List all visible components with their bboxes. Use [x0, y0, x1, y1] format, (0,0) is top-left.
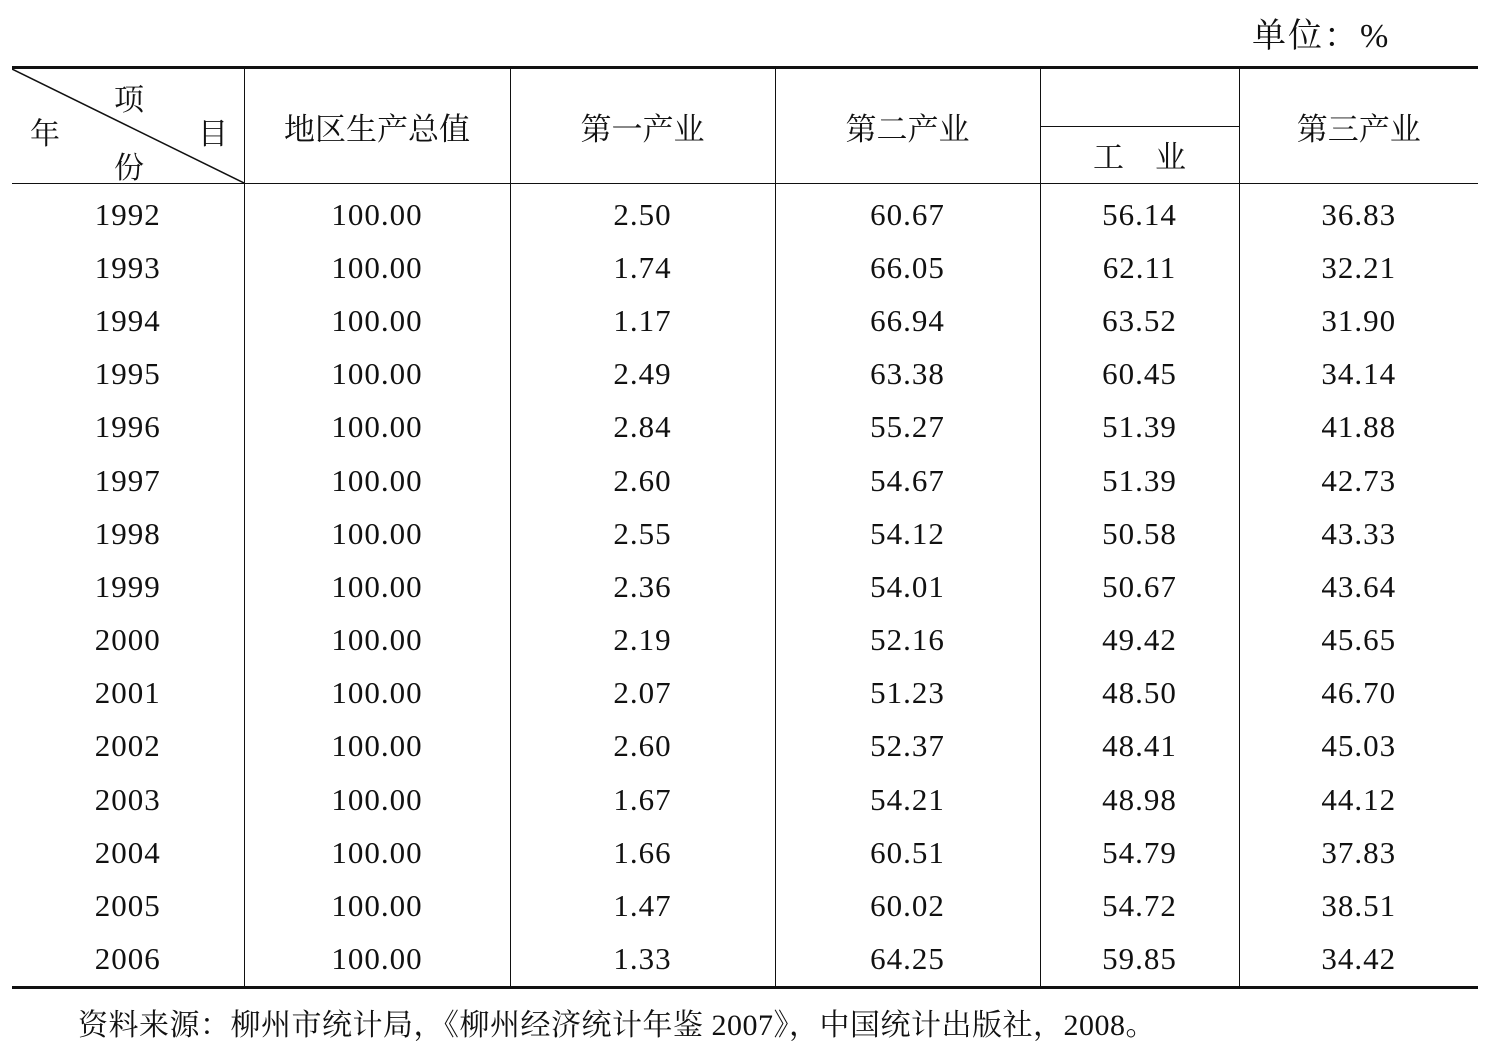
- table-row: [12, 507, 1478, 560]
- cell-year: 2001: [12, 667, 244, 720]
- cell-industry: 51.39: [1040, 454, 1239, 507]
- cell-year: 1993: [12, 241, 244, 294]
- cell-gdp: 100.00: [244, 241, 510, 294]
- header-industry: 工 业: [1040, 126, 1239, 184]
- table-body: [12, 184, 1478, 988]
- table-row: [12, 294, 1478, 347]
- cell-year: 1997: [12, 454, 244, 507]
- source-note: 资料来源：柳州市统计局，《柳州经济统计年鉴 2007》，中国统计出版社，2008。: [78, 1009, 1156, 1042]
- cell-secondary: 51.23: [775, 667, 1040, 720]
- cell-tertiary: 42.73: [1239, 454, 1478, 507]
- table-row: [12, 401, 1478, 454]
- cell-primary: 2.60: [510, 720, 775, 773]
- cell-primary: 2.60: [510, 454, 775, 507]
- table-row: [12, 614, 1478, 667]
- cell-gdp: 100.00: [244, 879, 510, 932]
- cell-industry: 54.72: [1040, 879, 1239, 932]
- cell-gdp: 100.00: [244, 560, 510, 613]
- table-row: [12, 184, 1478, 242]
- cell-primary: 1.17: [510, 294, 775, 347]
- cell-year: 2000: [12, 614, 244, 667]
- cell-industry: 60.45: [1040, 348, 1239, 401]
- cell-primary: 1.66: [510, 826, 775, 879]
- cell-secondary: 64.25: [775, 933, 1040, 988]
- table-row: [12, 933, 1478, 988]
- corner-label-top: 项: [114, 84, 144, 117]
- cell-tertiary: 45.03: [1239, 720, 1478, 773]
- cell-primary: 1.47: [510, 879, 775, 932]
- cell-tertiary: 34.42: [1239, 933, 1478, 988]
- table-header: [12, 68, 1478, 184]
- cell-secondary: 52.16: [775, 614, 1040, 667]
- cell-year: 2005: [12, 879, 244, 932]
- header-secondary-spacer: [1040, 68, 1239, 127]
- cell-tertiary: 32.21: [1239, 241, 1478, 294]
- corner-label-right: 目: [198, 118, 228, 151]
- cell-tertiary: 34.14: [1239, 348, 1478, 401]
- data-table: [12, 66, 1478, 989]
- cell-tertiary: 43.33: [1239, 507, 1478, 560]
- cell-gdp: 100.00: [244, 720, 510, 773]
- table-row: [12, 454, 1478, 507]
- cell-industry: 59.85: [1040, 933, 1239, 988]
- cell-secondary: 63.38: [775, 348, 1040, 401]
- cell-secondary: 54.01: [775, 560, 1040, 613]
- cell-tertiary: 43.64: [1239, 560, 1478, 613]
- cell-secondary: 66.05: [775, 241, 1040, 294]
- header-gdp: 地区生产总值: [244, 68, 510, 184]
- cell-gdp: 100.00: [244, 294, 510, 347]
- cell-primary: 1.33: [510, 933, 775, 988]
- cell-tertiary: 38.51: [1239, 879, 1478, 932]
- header-secondary: 第二产业: [775, 68, 1040, 184]
- cell-secondary: 52.37: [775, 720, 1040, 773]
- cell-tertiary: 31.90: [1239, 294, 1478, 347]
- corner-label-left: 年: [30, 118, 60, 151]
- table-row: [12, 348, 1478, 401]
- cell-secondary: 54.21: [775, 773, 1040, 826]
- corner-header-cell: [12, 68, 244, 184]
- cell-year: 1995: [12, 348, 244, 401]
- unit-label: 单位：%: [1252, 18, 1391, 55]
- table-row: [12, 773, 1478, 826]
- cell-year: 1992: [12, 184, 244, 242]
- table-row: [12, 560, 1478, 613]
- cell-industry: 49.42: [1040, 614, 1239, 667]
- cell-secondary: 54.67: [775, 454, 1040, 507]
- cell-industry: 54.79: [1040, 826, 1239, 879]
- cell-primary: 2.19: [510, 614, 775, 667]
- header-tertiary: 第三产业: [1239, 68, 1478, 184]
- cell-industry: 56.14: [1040, 184, 1239, 242]
- cell-gdp: 100.00: [244, 667, 510, 720]
- cell-primary: 2.84: [510, 401, 775, 454]
- cell-secondary: 60.51: [775, 826, 1040, 879]
- cell-tertiary: 44.12: [1239, 773, 1478, 826]
- cell-gdp: 100.00: [244, 826, 510, 879]
- cell-gdp: 100.00: [244, 401, 510, 454]
- cell-primary: 2.07: [510, 667, 775, 720]
- cell-industry: 48.98: [1040, 773, 1239, 826]
- cell-primary: 2.49: [510, 348, 775, 401]
- cell-secondary: 60.67: [775, 184, 1040, 242]
- cell-year: 1996: [12, 401, 244, 454]
- cell-gdp: 100.00: [244, 184, 510, 242]
- table-row: [12, 879, 1478, 932]
- cell-industry: 48.50: [1040, 667, 1239, 720]
- cell-primary: 1.67: [510, 773, 775, 826]
- cell-primary: 2.50: [510, 184, 775, 242]
- cell-industry: 51.39: [1040, 401, 1239, 454]
- table-row: [12, 826, 1478, 879]
- cell-gdp: 100.00: [244, 614, 510, 667]
- cell-year: 2004: [12, 826, 244, 879]
- cell-year: 1999: [12, 560, 244, 613]
- cell-primary: 2.36: [510, 560, 775, 613]
- cell-year: 2002: [12, 720, 244, 773]
- cell-year: 1998: [12, 507, 244, 560]
- cell-industry: 50.67: [1040, 560, 1239, 613]
- cell-primary: 1.74: [510, 241, 775, 294]
- cell-tertiary: 41.88: [1239, 401, 1478, 454]
- cell-tertiary: 45.65: [1239, 614, 1478, 667]
- cell-industry: 62.11: [1040, 241, 1239, 294]
- cell-industry: 63.52: [1040, 294, 1239, 347]
- cell-primary: 2.55: [510, 507, 775, 560]
- cell-gdp: 100.00: [244, 933, 510, 988]
- header-primary: 第一产业: [510, 68, 775, 184]
- cell-industry: 48.41: [1040, 720, 1239, 773]
- cell-secondary: 60.02: [775, 879, 1040, 932]
- cell-tertiary: 46.70: [1239, 667, 1478, 720]
- cell-gdp: 100.00: [244, 773, 510, 826]
- cell-gdp: 100.00: [244, 348, 510, 401]
- cell-gdp: 100.00: [244, 507, 510, 560]
- cell-year: 2003: [12, 773, 244, 826]
- cell-tertiary: 36.83: [1239, 184, 1478, 242]
- cell-tertiary: 37.83: [1239, 826, 1478, 879]
- cell-secondary: 54.12: [775, 507, 1040, 560]
- cell-gdp: 100.00: [244, 454, 510, 507]
- cell-secondary: 55.27: [775, 401, 1040, 454]
- table-row: [12, 720, 1478, 773]
- cell-secondary: 66.94: [775, 294, 1040, 347]
- cell-industry: 50.58: [1040, 507, 1239, 560]
- table-row: [12, 241, 1478, 294]
- corner-label-bottom: 份: [114, 152, 144, 185]
- cell-year: 1994: [12, 294, 244, 347]
- table-row: [12, 667, 1478, 720]
- cell-year: 2006: [12, 933, 244, 988]
